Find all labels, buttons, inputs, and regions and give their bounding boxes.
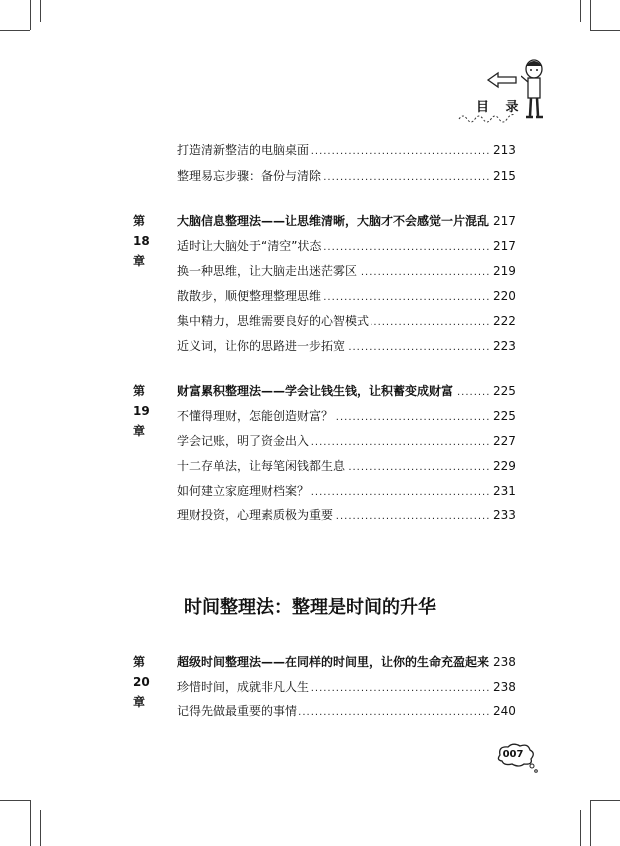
crop-mark-tr-v xyxy=(580,0,581,22)
cartoon-figure-icon xyxy=(521,58,547,124)
page-ref: 215 xyxy=(491,166,516,186)
page-ref: 225 xyxy=(491,406,516,426)
entry-title: 记得先做最重要的事情 xyxy=(177,701,299,721)
entry-title: 换一种思维，让大脑走出迷茫雾区 xyxy=(177,261,359,281)
header-title: 目 录 xyxy=(476,100,525,115)
entry-title: 珍惜时间，成就非凡人生 xyxy=(177,677,311,697)
entry-title: 散散步，顺便整理整理思维 xyxy=(177,286,323,306)
page-ref: 240 xyxy=(491,701,516,721)
page-ref: 227 xyxy=(491,431,516,451)
crop-mark-br-v2 xyxy=(580,810,581,846)
entry-title: 十二存单法，让每笔闲钱都生息 xyxy=(177,456,347,476)
page-ref: 217 xyxy=(491,211,516,231)
entry-title: 如何建立家庭理财档案？ xyxy=(177,481,311,501)
entry-title: 大脑信息整理法——让思维清晰，大脑才不会感觉一片混乱 xyxy=(177,211,491,231)
entry-title: 不懂得理财，怎能创造财富？ xyxy=(177,406,335,426)
page-ref: 231 xyxy=(491,481,516,501)
page-ref: 238 xyxy=(491,677,516,697)
chapter-label: 第20章 xyxy=(133,655,150,709)
entry-title: 集中精力，思维需要良好的心智模式 xyxy=(177,311,371,331)
crop-mark-tl-v2 xyxy=(30,0,31,30)
page-number: 007 xyxy=(502,749,524,760)
entry-title: 适时让大脑处于“清空”状态 xyxy=(177,236,323,256)
crop-mark-tr-v2 xyxy=(590,0,591,30)
entry-title: 财富累积整理法——学会让钱生钱，让积蓄变成财富 xyxy=(177,381,455,401)
crop-mark-br-v xyxy=(590,800,591,846)
crop-mark-tl-h xyxy=(0,30,30,31)
page-ref: 238 xyxy=(491,652,516,672)
crop-mark-bl-v2 xyxy=(40,810,41,846)
entry-title: 打造清新整洁的电脑桌面 xyxy=(177,140,311,160)
crop-mark-br-h xyxy=(590,800,620,801)
crop-mark-bl-h xyxy=(0,800,30,801)
entry-title: 超级时间整理法——在同样的时间里，让你的生命充盈起来 xyxy=(177,652,491,672)
page-number-badge xyxy=(494,742,532,768)
page-ref: 222 xyxy=(491,311,516,331)
page-ref: 233 xyxy=(491,505,516,525)
entry-title: 学会记账，明了资金出入 xyxy=(177,431,311,451)
page-ref: 220 xyxy=(491,286,516,306)
page-ref: 223 xyxy=(491,336,516,356)
entry-title: 理财投资，心理素质极为重要 xyxy=(177,505,335,525)
arrow-left-icon xyxy=(486,70,520,94)
crop-mark-bl-v xyxy=(30,800,31,846)
entry-title: 近义词，让你的思路进一步拓宽 xyxy=(177,336,347,356)
page-ref: 213 xyxy=(491,140,516,160)
crop-mark-tr-h xyxy=(590,30,620,31)
chapter-label: 第18章 xyxy=(133,214,150,268)
page-ref: 217 xyxy=(491,236,516,256)
page-ref: 225 xyxy=(491,381,516,401)
chapter-label: 第19章 xyxy=(133,384,150,438)
wavy-line-icon xyxy=(457,108,519,127)
crop-mark-tl-v xyxy=(40,0,41,22)
page-ref: 229 xyxy=(491,456,516,476)
section-heading: 时间整理法：整理是时间的升华 xyxy=(184,597,436,618)
entry-title: 整理易忘步骤：备份与清除 xyxy=(177,166,323,186)
page-ref: 219 xyxy=(491,261,516,281)
